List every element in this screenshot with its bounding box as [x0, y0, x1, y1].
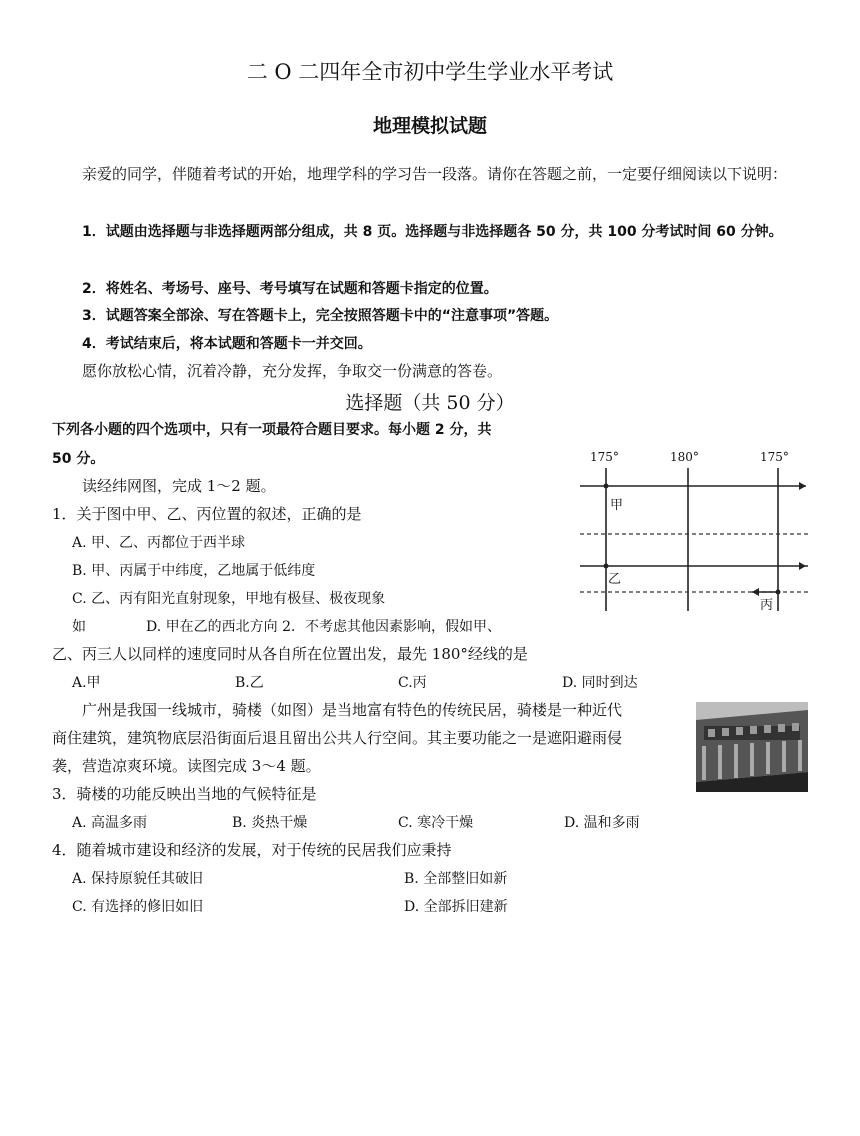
section-instruction-line1: 下列各小题的四个选项中，只有一项最符合题目要求。每小题 2 分，共 [52, 422, 492, 438]
q4-stem: 4．随着城市建设和经济的发展，对于传统的民居我们应秉持 [52, 841, 452, 859]
q1-option-a: A. 甲、乙、丙都位于西半球 [72, 535, 246, 551]
q1-option-d-prefix: 如 [72, 619, 86, 635]
q3-4-intro-line2: 商住建筑，建筑物底层沿街面后退且留出公共人行空间。其主要功能之一是遮阳避雨侵 [52, 729, 623, 747]
q4-option-b: B. 全部整旧如新 [404, 871, 508, 887]
q4-option-c: C. 有选择的修旧如旧 [72, 899, 204, 915]
map-label-bing: 丙 [760, 598, 774, 613]
q3-option-a: A. 高温多雨 [72, 815, 148, 831]
q3-option-d: D. 温和多雨 [564, 815, 640, 831]
map-lon-left: 175° [590, 450, 619, 464]
rule-4: 4．考试结束后，将本试题和答题卡一并交回。 [82, 336, 372, 352]
q3-option-c: C. 寒冷干燥 [398, 815, 474, 831]
q4-option-a: A. 保持原貌任其破旧 [72, 871, 204, 887]
rule-3: 3．试题答案全部涂、写在答题卡上，完全按照答题卡中的“注意事项”答题。 [82, 308, 559, 324]
qilou-photo [696, 702, 808, 792]
q4-option-d: D. 全部拆旧建新 [404, 899, 508, 915]
q2-option-c: C.丙 [398, 675, 427, 691]
exam-title: 二 O 二四年全市初中学生学业水平考试 [246, 60, 614, 84]
q3-4-intro-line3: 袭，营造凉爽环境。读图完成 3～4 题。 [52, 757, 321, 775]
wish-text: 愿你放松心情，沉着冷静，充分发挥，争取交一份满意的答卷。 [82, 362, 503, 380]
map-lon-right: 175° [760, 450, 789, 464]
graticule-map [580, 446, 808, 616]
q2-option-d: D. 同时到达 [562, 675, 638, 691]
q2-option-a: A.甲 [72, 675, 101, 691]
q3-stem: 3．骑楼的功能反映出当地的气候特征是 [52, 785, 317, 803]
q1-option-d: D. 甲在乙的西北方向 2．不考虑其他因素影响，假如甲、 [146, 619, 501, 635]
map-lon-mid: 180° [670, 450, 699, 464]
section-instruction-line2: 50 分。 [52, 451, 105, 467]
rule-2: 2．将姓名、考场号、座号、考号填写在试题和答题卡指定的位置。 [82, 281, 498, 297]
q1-stem: 1．关于图中甲、乙、丙位置的叙述，正确的是 [52, 505, 362, 523]
q1-option-c: C. 乙、丙有阳光直射现象，甲地有极昼、极夜现象 [72, 591, 386, 607]
q3-4-intro-line1: 广州是我国一线城市，骑楼（如图）是当地富有特色的传统民居，骑楼是一种近代 [82, 701, 623, 719]
q2-option-b: B.乙 [235, 675, 264, 691]
q1-option-b: B. 甲、丙属于中纬度，乙地属于低纬度 [72, 563, 316, 579]
exam-subtitle: 地理模拟试题 [372, 115, 487, 137]
q1-2-intro: 读经纬网图，完成 1～2 题。 [82, 477, 276, 495]
map-label-yi: 乙 [608, 572, 622, 587]
q2-stem: 乙、丙三人以同样的速度同时从各自所在位置出发，最先 180°经线的是 [52, 645, 528, 663]
rule-1: 1．试题由选择题与非选择题两部分组成，共 8 页。选择题与非选择题各 50 分，共 100 分考试时间 60 分钟。 [82, 224, 783, 240]
section-title: 选择题（共 50 分） [345, 392, 515, 414]
map-label-jia: 甲 [610, 498, 624, 513]
q3-option-b: B. 炎热干燥 [232, 815, 308, 831]
intro-paragraph: 亲爱的同学，伴随着考试的开始，地理学科的学习告一段落。请你在答题之前，一定要仔细阅读以下说明： [82, 165, 788, 183]
